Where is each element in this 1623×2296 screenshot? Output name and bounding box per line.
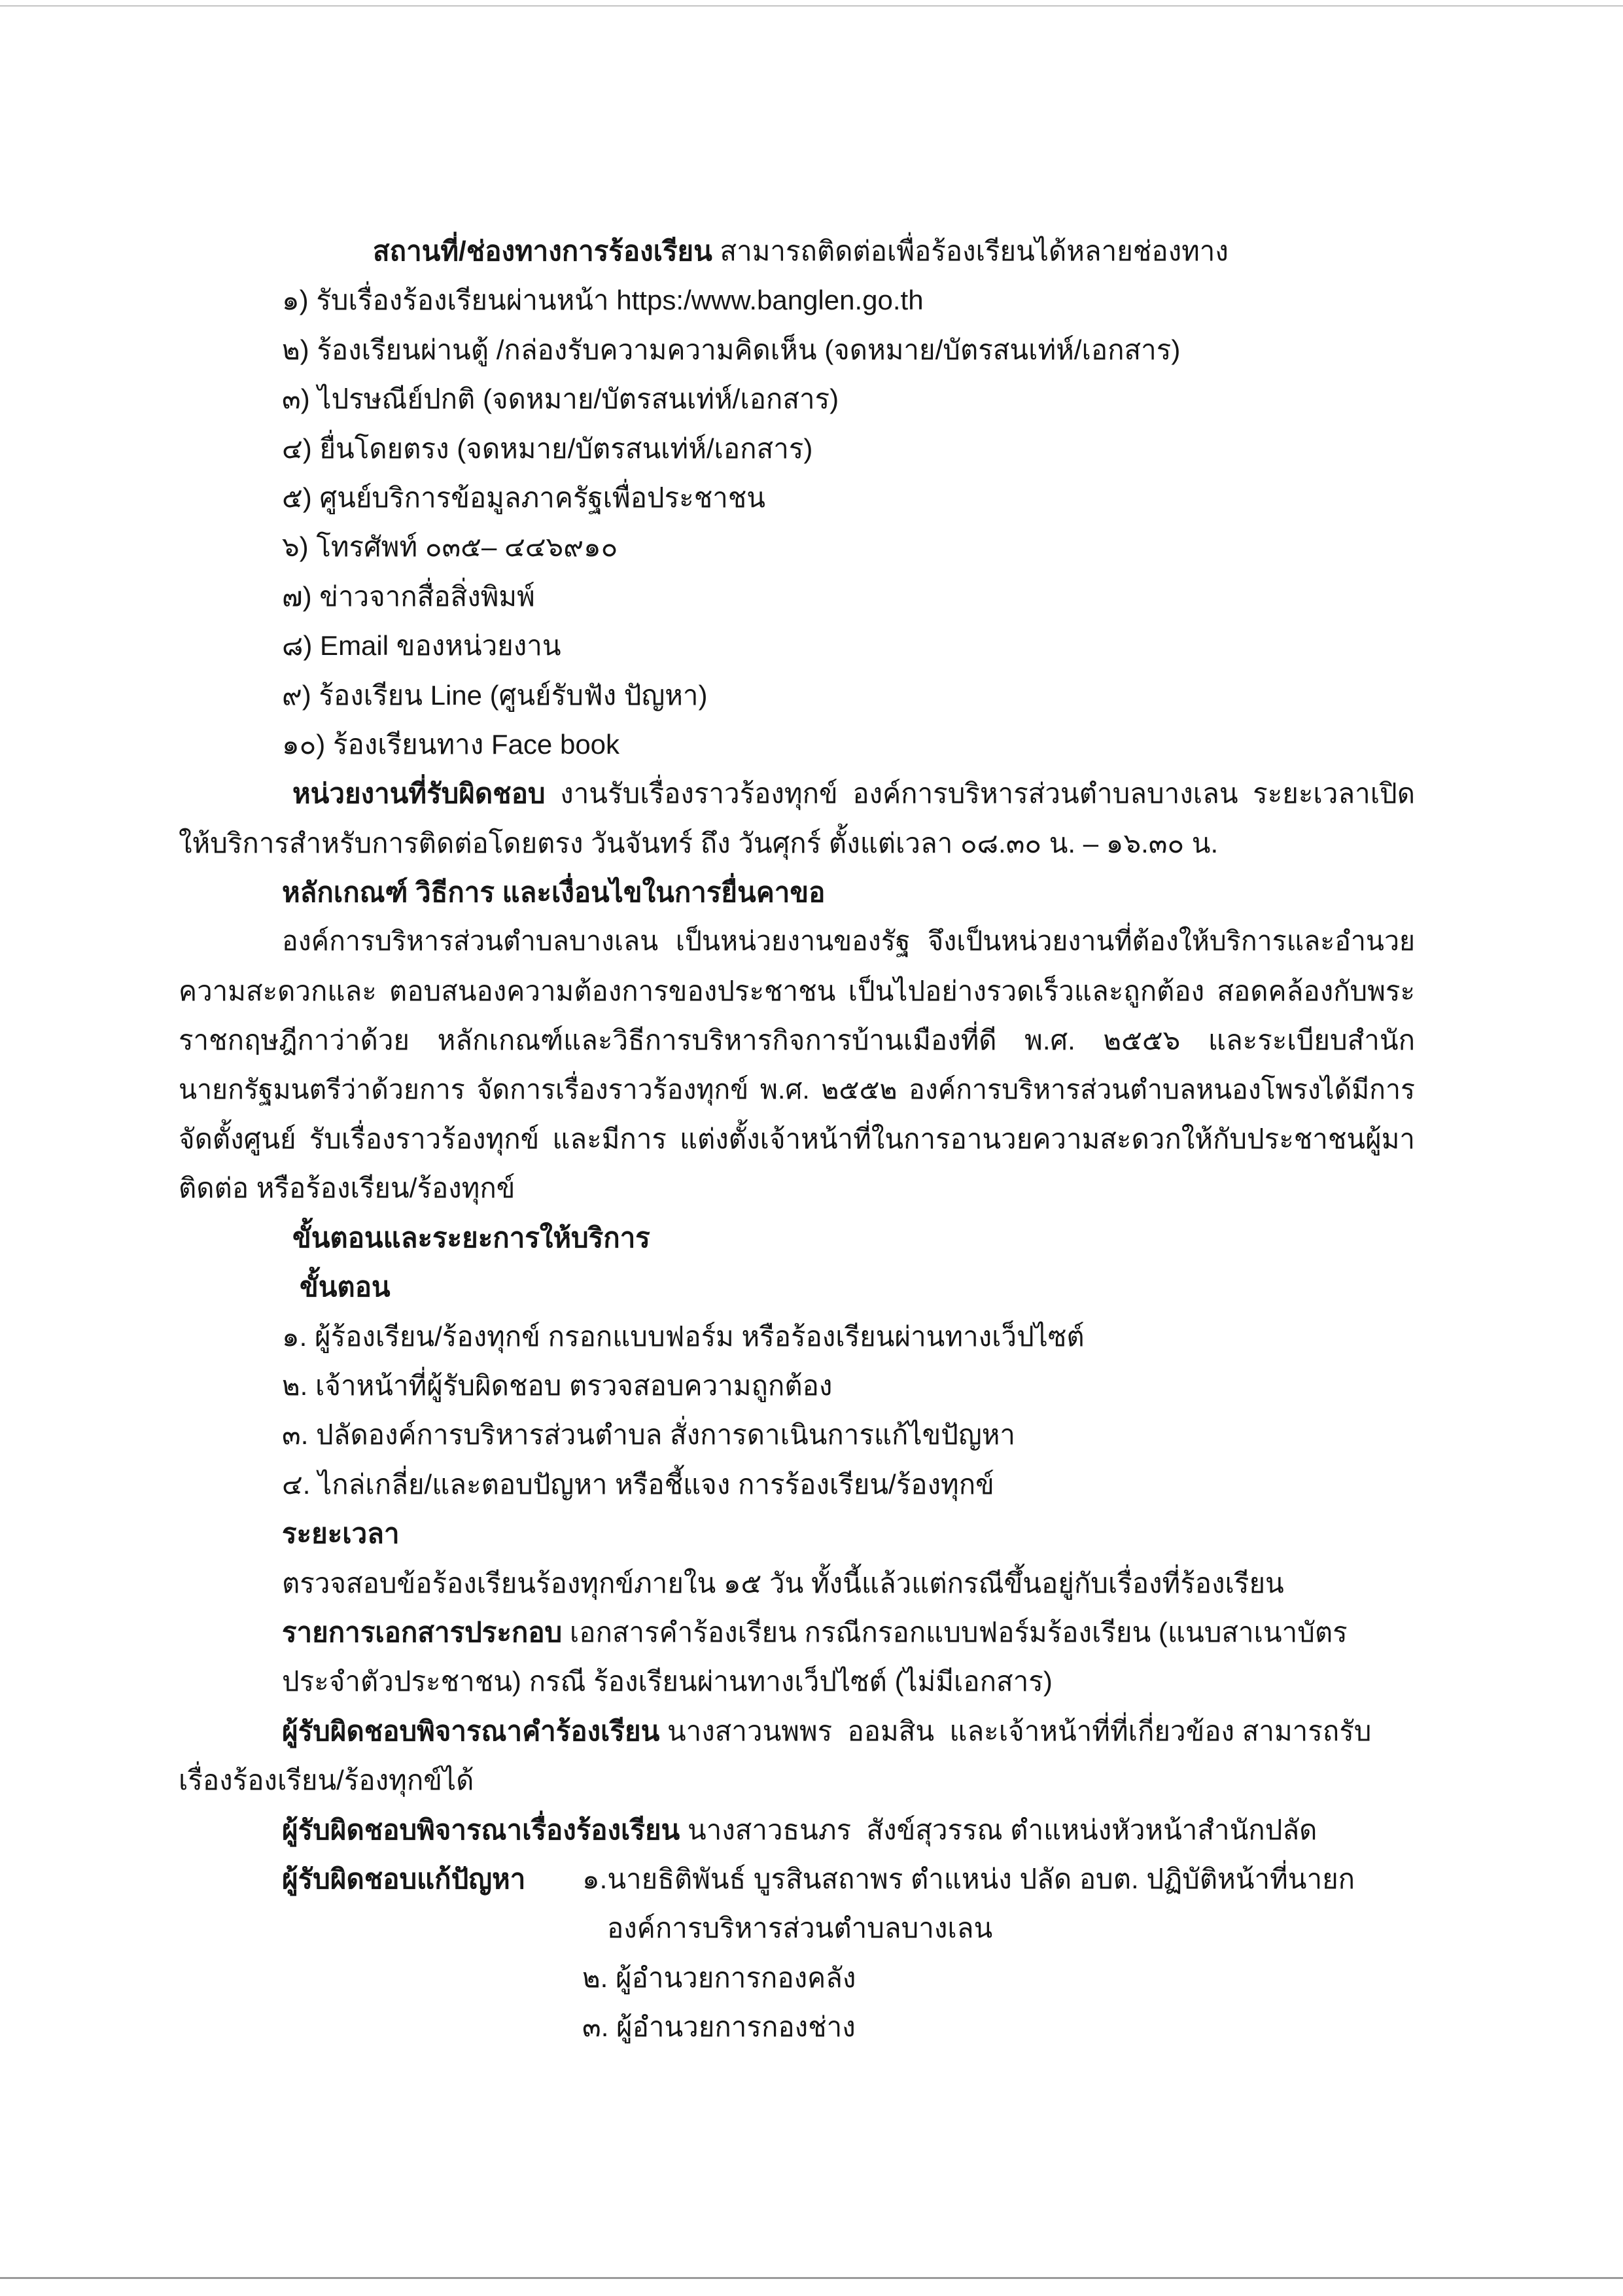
paragraph-line: ราชกฤษฎีกาว่าด้วย หลักเกณฑ์และวิธีการบริหารกิจการบ้านเมืองที่ดี พ.ศ. ๒๕๕๖ และระเบียบสำนัก <box>179 1025 1415 1056</box>
problem-solver-item: ๑.นายธิติพันธ์ บูรสินสถาพร ตำแหน่ง ปลัด อบต. ปฏิบัติหน้าที่นายก <box>582 1863 1355 1894</box>
channel-item: ๑๐) ร้องเรียนทาง Face book <box>282 728 620 760</box>
matter-reviewer-text: นางสาวธนภร สังข์สุวรรณ ตำแหน่งหัวหน้าสำนักปลัด <box>687 1814 1318 1845</box>
problem-solvers-line <box>282 1854 1415 1903</box>
problem-solvers-label: ผู้รับผิดชอบแก้ปัญหา <box>282 1863 526 1894</box>
documents-line <box>282 1608 1415 1657</box>
matter-reviewer-label: ผู้รับผิดชอบพิจารณาเรื่องร้องเรียน <box>282 1814 680 1845</box>
complaint-reviewer-label: ผู้รับผิดชอบพิจารณาคำร้องเรียน <box>282 1715 660 1746</box>
duration-heading: ระยะเวลา <box>282 1518 400 1549</box>
documents-text: เอกสารคำร้องเรียน กรณีกรอกแบบฟอร์มร้องเรียน (แนบสาเนาบัตร <box>569 1616 1348 1648</box>
complaint-reviewer-line <box>282 1706 1415 1756</box>
responsible-unit-continuation: ให้บริการสำหรับการติดต่อโดยตรง วันจันทร์ ถึง วันศุกร์ ตั้งแต่เวลา ๐๘.๓๐ น. – ๑๖.๓๐ น. <box>179 827 1219 858</box>
scan-edge-line-bottom <box>0 2277 1623 2279</box>
responsible-unit-line <box>292 769 1415 818</box>
matter-reviewer-line <box>282 1805 1415 1854</box>
documents-continuation: ประจำตัวประชาชน) กรณี ร้องเรียนผ่านทางเว็ปไซต์ (ไม่มีเอกสาร) <box>282 1666 1053 1697</box>
paragraph-line: ความสะดวกและ ตอบสนองความต้องการของประชาชน เป็นไปอย่างรวดเร็วและถูกต้อง สอดคล้องกับพระ <box>179 975 1415 1006</box>
problem-solver-item: ๓. ผู้อำนวยการกองช่าง <box>582 2011 856 2043</box>
step-item: ๑. ผู้ร้องเรียน/ร้องทุกข์ กรอกแบบฟอร์ม หรือร้องเรียนผ่านทางเว็ปไซต์ <box>282 1320 1085 1352</box>
channel-item: ๖) โทรศัพท์ ๐๓๕– ๔๔๖๙๑๐ <box>282 531 618 563</box>
channel-item: ๙) ร้องเรียน Line (ศูนย์รับฟัง ปัญหา) <box>282 679 708 711</box>
step-item: ๒. เจ้าหน้าที่ผู้รับผิดชอบ ตรวจสอบความถูกต้อง <box>282 1369 833 1401</box>
complaint-reviewer-text: นางสาวนพพร ออมสิน และเจ้าหน้าที่ที่เกี่ยวข้อง สามารถรับ <box>667 1715 1372 1746</box>
channel-item: ๒) ร้องเรียนผ่านตู้ /กล่องรับความความคิดเห็น (จดหมาย/บัตรสนเท่ห์/เอกสาร) <box>282 334 1181 365</box>
paragraph-line: จัดตั้งศูนย์ รับเรื่องราวร้องทุกข์ และมีการ แต่งตั้งเจ้าหน้าที่ในการอานวยความสะดวกให้กับประชาชนผู้มา <box>179 1123 1415 1155</box>
step-item: ๓. ปลัดองค์การบริหารส่วนตำบล สั่งการดาเนินการแก้ไขปัญหา <box>282 1419 1015 1451</box>
paragraph-line: องค์การบริหารส่วนตำบลบางเลน เป็นหน่วยงานของรัฐ จึงเป็นหน่วยงานที่ต้องให้บริการและอำนวย <box>282 926 1415 957</box>
channels-heading-label: สถานที่/ช่องทางการร้องเรียน <box>373 236 712 266</box>
responsible-unit-label: หน่วยงานที่รับผิดชอบ <box>292 778 546 809</box>
process-heading: ขั้นตอนและระยะการให้บริการ <box>292 1222 650 1253</box>
channel-item: ๘) Email ของหน่วยงาน <box>282 630 561 662</box>
criteria-heading: หลักเกณฑ์ วิธีการ และเงื่อนไขในการยื่นคาขอ <box>282 877 826 908</box>
step-item: ๔. ไกล่เกลี่ย/และตอบปัญหา หรือชี้แจง การร้องเรียน/ร้องทุกข์ <box>282 1468 994 1500</box>
channels-heading-line <box>373 226 1415 275</box>
duration-text: ตรวจสอบข้อร้องเรียนร้องทุกข์ภายใน ๑๕ วัน ทั้งนี้แล้วแต่กรณีขึ้นอยู่กับเรื่องที่ร้องเรียน <box>282 1567 1284 1598</box>
channel-item: ๕) ศูนย์บริการข้อมูลภาครัฐเพื่อประชาชน <box>282 482 766 513</box>
steps-heading: ขั้นตอน <box>300 1271 391 1303</box>
responsible-unit-text: งานรับเรื่องราวร้องทุกข์ องค์การบริหารส่วนตำบลบางเลน ระยะเวลาเปิด <box>560 778 1415 809</box>
channel-item: ๗) ข่าวจากสื่อสิ่งพิมพ์ <box>282 580 535 612</box>
problem-solver-item: ๒. ผู้อำนวยการกองคลัง <box>582 1962 856 1993</box>
complaint-reviewer-continuation: เรื่องร้องเรียน/ร้องทุกข์ได้ <box>179 1765 474 1796</box>
channel-item: ๓) ไปรษณีย์ปกติ (จดหมาย/บัตรสนเท่ห์/เอกสาร) <box>282 383 839 415</box>
paragraph-line: ติดต่อ หรือร้องเรียน/ร้องทุกข์ <box>179 1173 515 1204</box>
paragraph-line: นายกรัฐมนตรีว่าด้วยการ จัดการเรื่องราวร้องทุกข์ พ.ศ. ๒๕๕๒ องค์การบริหารส่วนตำบลหนองโพรงได้มีการ <box>179 1074 1415 1104</box>
problem-solver-item-continuation: องค์การบริหารส่วนตำบลบางเลน <box>607 1913 993 1944</box>
scan-edge-line-top <box>0 5 1623 7</box>
channel-item: ๔) ยื่นโดยตรง (จดหมาย/บัตรสนเท่ห์/เอกสาร) <box>282 433 813 464</box>
documents-label: รายการเอกสารประกอบ <box>282 1616 563 1648</box>
channel-item: ๑) รับเรื่องร้องเรียนผ่านหน้า https:/www.banglen.go.th <box>282 285 924 316</box>
channels-heading-text: สามารถติดต่อเพื่อร้องเรียนได้หลายช่องทาง <box>720 236 1229 266</box>
